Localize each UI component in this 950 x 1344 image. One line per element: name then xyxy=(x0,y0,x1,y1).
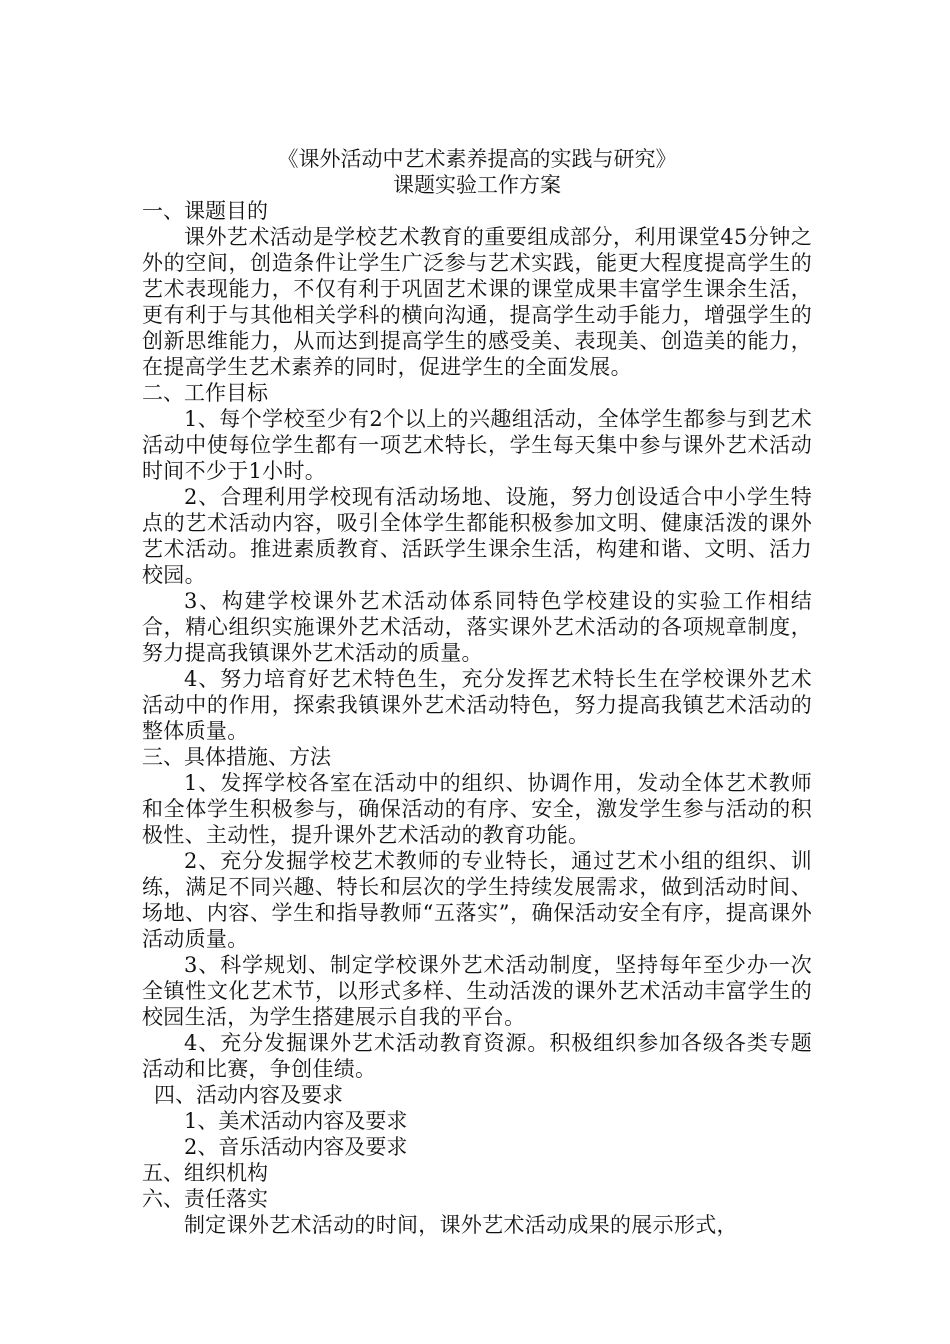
paragraph: 2、合理利用学校现有活动场地、设施，努力创设适合中小学生特点的艺术活动内容，吸引全体学生都能积极参加文明、健康活泼的课外艺术活动。推进素质教育、活跃学生课余生活，构建和谐、文明、活力校园。 xyxy=(142,485,812,587)
section-measures xyxy=(142,744,812,1082)
list-item: 2、音乐活动内容及要求 xyxy=(184,1135,408,1159)
section-heading: 五、组织机构 xyxy=(142,1161,268,1185)
document-title: 《课外活动中艺术素养提高的实践与研究》 xyxy=(277,147,677,171)
section-organization xyxy=(142,1160,812,1186)
document-page xyxy=(142,146,812,1238)
section-heading: 三、具体措施、方法 xyxy=(142,745,331,769)
section-responsibility xyxy=(142,1186,812,1238)
paragraph: 4、努力培育好艺术特色生，充分发挥艺术特长生在学校课外艺术活动中的作用，探索我镇课外艺术活动特色，努力提高我镇艺术活动的整体质量。 xyxy=(142,667,812,743)
section-heading: 一、课题目的 xyxy=(142,199,268,223)
section-heading: 二、工作目标 xyxy=(142,381,268,405)
section-heading: 四、活动内容及要求 xyxy=(154,1083,343,1107)
document-subtitle: 课题实验工作方案 xyxy=(393,173,561,197)
paragraph: 课外艺术活动是学校艺术教育的重要组成部分，利用课堂45分钟之外的空间，创造条件让学生广泛参与艺术实践，能更大程度提高学生的艺术表现能力，不仅有利于巩固艺术课的课堂成果丰富学生课余生活，更有利于与其他相关学科的横向沟通，提高学生动手能力，增强学生的创新思维能力，从而达到提高学生的感受美、表现美、创造美的能力，在提高学生艺术素养的同时，促进学生的全面发展。 xyxy=(142,225,812,379)
section-purpose xyxy=(142,198,812,380)
paragraph: 3、科学规划、制定学校课外艺术活动制度，坚持每年至少办一次全镇性文化艺术节，以形式多样、生动活泼的课外艺术活动丰富学生的校园生活，为学生搭建展示自我的平台。 xyxy=(142,953,812,1029)
section-activities xyxy=(142,1082,812,1160)
paragraph: 2、充分发掘学校艺术教师的专业特长，通过艺术小组的组织、训练，满足不同兴趣、特长和层次的学生持续发展需求，做到活动时间、场地、内容、学生和指导教师“五落实”，确保活动安全有序，提高课外活动质量。 xyxy=(142,849,812,951)
paragraph: 制定课外艺术活动的时间，课外艺术活动成果的展示形式， xyxy=(184,1213,738,1237)
paragraph: 1、发挥学校各室在活动中的组织、协调作用，发动全体艺术教师和全体学生积极参与，确保活动的有序、安全，激发学生参与活动的积极性、主动性，提升课外艺术活动的教育功能。 xyxy=(142,771,812,847)
section-heading: 六、责任落实 xyxy=(142,1187,268,1211)
paragraph: 1、每个学校至少有2个以上的兴趣组活动，全体学生都参与到艺术活动中使每位学生都有一项艺术特长，学生每天集中参与课外艺术活动时间不少于1小时。 xyxy=(142,407,812,483)
section-goals xyxy=(142,380,812,744)
paragraph: 4、充分发掘课外艺术活动教育资源。积极组织参加各级各类专题活动和比赛，争创佳绩。 xyxy=(142,1031,812,1081)
paragraph: 3、构建学校课外艺术活动体系同特色学校建设的实验工作相结合，精心组织实施课外艺术活动，落实课外艺术活动的各项规章制度，努力提高我镇课外艺术活动的质量。 xyxy=(142,589,812,665)
list-item: 1、美术活动内容及要求 xyxy=(184,1109,408,1133)
